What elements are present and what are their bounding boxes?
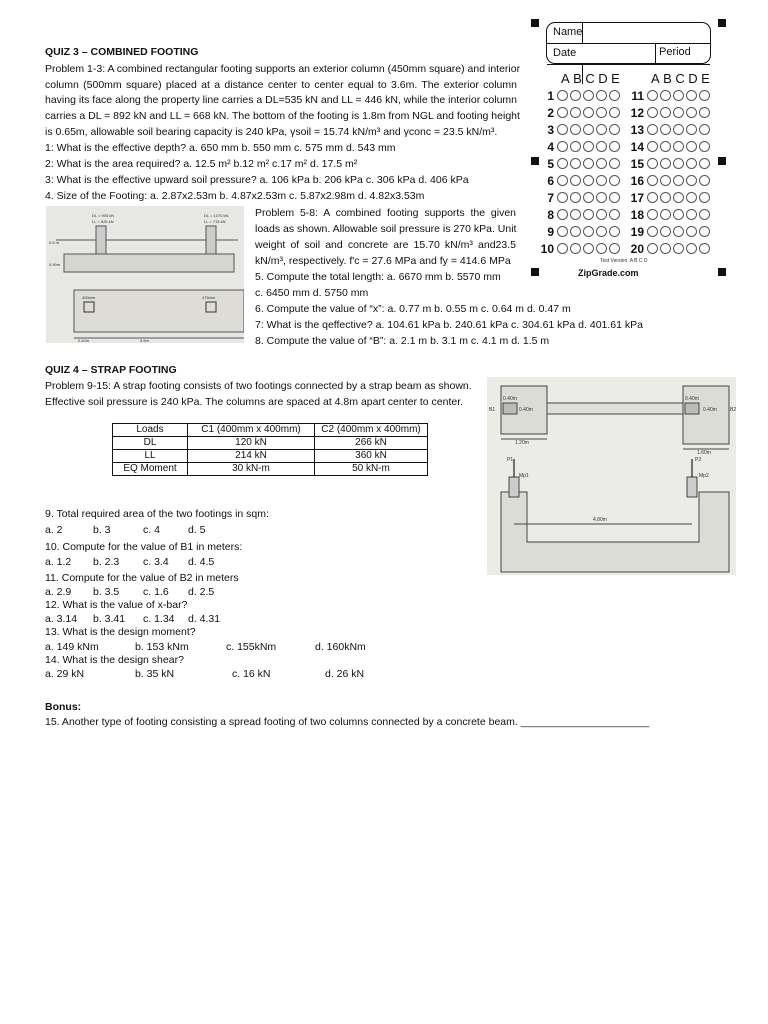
answer-choice: c. 16 kN [232, 668, 271, 680]
answer-bubble[interactable] [570, 141, 581, 152]
sheet-fine-print: Test Version: A B C D [600, 258, 648, 264]
name-date-box [546, 22, 711, 64]
corner-marker [718, 19, 726, 27]
question-4: 4. Size of the Footing: a. 2.87x2.53m b. 4.87x2.53m c. 5.87x2.98m d. 4.82x3.53m [45, 190, 425, 202]
answer-bubble[interactable] [647, 124, 658, 135]
answer-bubble[interactable] [699, 226, 710, 237]
answer-bubble[interactable] [570, 226, 581, 237]
answer-bubble[interactable] [686, 158, 697, 169]
answer-bubble[interactable] [609, 243, 620, 254]
answer-bubble[interactable] [583, 226, 594, 237]
answer-bubble[interactable] [557, 243, 568, 254]
answer-bubble[interactable] [557, 175, 568, 186]
answer-bubble[interactable] [647, 209, 658, 220]
quiz3-problem-line: carries a DL = 892 kN and LL = 668 kN. The bottom of the footing is 1.8m from NGL and footing height [45, 110, 520, 122]
answer-bubble[interactable] [583, 175, 594, 186]
question-3: 3: What is the effective upward soil pressure? a. 106 kPa b. 206 kPa c. 306 kPa d. 406 kPa [45, 174, 469, 186]
answer-row-number: 4 [547, 139, 554, 154]
answer-row-number: 11 [631, 88, 644, 103]
combined-footing-figure [46, 206, 244, 343]
answer-bubble[interactable] [596, 175, 607, 186]
answer-choice: c. 155kNm [226, 641, 277, 653]
question-8: 8. Compute the value of “B”: a. 2.1 m b. 3.1 m c. 4.1 m d. 1.5 m [255, 335, 550, 347]
answer-choice: d. 26 kN [325, 668, 365, 680]
table-header: Loads [113, 424, 188, 437]
answer-bubble[interactable] [570, 192, 581, 203]
answer-bubble[interactable] [609, 141, 620, 152]
answer-row-number: 14 [630, 139, 644, 154]
answer-bubble[interactable] [699, 192, 710, 203]
answer-choice: c. 3.4 [143, 556, 169, 568]
answer-choice: b. 35 kN [135, 668, 175, 680]
answer-bubble[interactable] [596, 90, 607, 101]
bonus-title: Bonus: [45, 701, 82, 713]
table-row [113, 450, 428, 463]
answer-bubble[interactable] [647, 226, 658, 237]
answer-bubble[interactable] [596, 243, 607, 254]
answer-bubble[interactable] [609, 226, 620, 237]
question-9: 9. Total required area of the two footings in sqm: [45, 508, 269, 520]
answer-bubble[interactable] [699, 141, 710, 152]
quiz3-problem-last: is 0.65m, allowable soil bearing capacity is 240 kPa, γsoil = 15.74 kN/m³ and γconc = 23.5 kN/m³. [45, 126, 498, 138]
answer-bubble[interactable] [557, 141, 568, 152]
answer-bubble[interactable] [596, 209, 607, 220]
answer-choice: c. 1.34 [143, 613, 175, 625]
answer-row [626, 104, 712, 121]
table-cell: 360 kN [315, 450, 428, 463]
answer-bubble[interactable] [570, 243, 581, 254]
answer-bubble[interactable] [609, 175, 620, 186]
answer-bubble[interactable] [699, 209, 710, 220]
question-1: 1: What is the effective depth? a. 650 mm b. 550 mm c. 575 mm d. 543 mm [45, 142, 396, 154]
fig2-dim-a: 0.40m [503, 396, 517, 402]
answer-bubble[interactable] [609, 209, 620, 220]
choices-header-left: ABCDE [561, 71, 624, 86]
answer-bubble[interactable] [673, 158, 684, 169]
answer-bubble[interactable] [699, 90, 710, 101]
answer-row-number: 1 [547, 88, 554, 103]
problem5-line: weight of soil and concrete are 15.70 kN/m³ and23.5 [255, 239, 516, 251]
answer-bubble[interactable] [609, 90, 620, 101]
answer-bubble[interactable] [686, 192, 697, 203]
answer-bubble[interactable] [557, 192, 568, 203]
corner-marker [718, 268, 726, 276]
answer-bubble[interactable] [660, 90, 671, 101]
fig2-span-label: 4.80m [593, 517, 607, 523]
answer-bubble[interactable] [699, 124, 710, 135]
fig1-height2-label: 0.90m [49, 262, 61, 267]
answer-bubble[interactable] [596, 124, 607, 135]
answer-row [626, 189, 712, 206]
answer-bubble[interactable] [673, 90, 684, 101]
answer-bubble[interactable] [647, 90, 658, 101]
answer-bubble[interactable] [583, 158, 594, 169]
answer-bubble[interactable] [660, 226, 671, 237]
question-5-cont: c. 6450 mm d. 5750 mm [255, 287, 369, 299]
question-15: 15. Another type of footing consisting a spread footing of two columns connected by a concrete beam. ______________________ [45, 716, 650, 728]
table-cell: 266 kN [315, 437, 428, 450]
answer-row [626, 121, 712, 138]
answer-row-number: 20 [630, 241, 644, 256]
fig1-dl2-label: DL = 1070 kN [204, 213, 229, 218]
answer-bubble[interactable] [699, 175, 710, 186]
answer-bubble[interactable] [686, 107, 697, 118]
question-14: 14. What is the design shear? [45, 654, 184, 666]
answer-choice: d. 160kNm [315, 641, 366, 653]
answer-sheet [528, 14, 728, 284]
answer-bubble[interactable] [686, 141, 697, 152]
answer-row [626, 87, 712, 104]
answer-row-number: 19 [630, 224, 644, 239]
answer-bubble[interactable] [596, 107, 607, 118]
answer-choice: b. 3.5 [93, 586, 120, 598]
answer-bubble[interactable] [609, 124, 620, 135]
answer-bubble[interactable] [583, 141, 594, 152]
answer-bubble[interactable] [583, 209, 594, 220]
answer-bubble[interactable] [673, 124, 684, 135]
answer-row [626, 138, 712, 155]
answer-row-number: 17 [630, 190, 644, 205]
answer-bubble[interactable] [647, 175, 658, 186]
answer-bubble[interactable] [570, 158, 581, 169]
answer-bubble[interactable] [609, 158, 620, 169]
table-cell: LL [113, 450, 188, 463]
answer-bubble[interactable] [660, 107, 671, 118]
fig2-dim-d: 0.40m [703, 407, 717, 413]
answer-bubble[interactable] [583, 90, 594, 101]
strap-footing-drawing [487, 377, 736, 575]
answer-bubble[interactable] [570, 209, 581, 220]
answer-row [536, 189, 622, 206]
answer-row-number: 7 [547, 190, 554, 205]
name-label: Name [553, 26, 583, 38]
answer-bubble[interactable] [699, 158, 710, 169]
quiz3-title: QUIZ 3 – COMBINED FOOTING [45, 46, 199, 58]
zipgrade-brand: ZipGrade.com [578, 268, 639, 278]
table-cell: 214 kN [188, 450, 315, 463]
answer-row [536, 121, 622, 138]
answer-bubble[interactable] [673, 209, 684, 220]
question-12: 12. What is the value of x-bar? [45, 599, 188, 611]
table-cell: EQ Moment [113, 463, 188, 476]
answer-bubble[interactable] [596, 192, 607, 203]
answer-row-number: 3 [547, 122, 554, 137]
answer-row-number: 9 [547, 224, 554, 239]
answer-choice: d. 5 [188, 524, 206, 536]
answer-row-number: 2 [547, 105, 554, 120]
answer-bubble[interactable] [557, 124, 568, 135]
answer-bubble[interactable] [596, 141, 607, 152]
answer-bubble[interactable] [570, 90, 581, 101]
fig2-dim-c: 0.40m [685, 396, 699, 402]
answer-bubble[interactable] [557, 90, 568, 101]
loads-table [112, 423, 428, 476]
answer-bubble[interactable] [557, 226, 568, 237]
answer-bubble[interactable] [673, 107, 684, 118]
answer-bubble[interactable] [583, 243, 594, 254]
problem5-line: Problem 5-8: A combined footing supports the given [255, 207, 516, 219]
answer-choice: a. 2 [45, 524, 63, 536]
fig1-ll1-label: LL = 625 kN [92, 219, 114, 224]
answer-bubble[interactable] [570, 124, 581, 135]
answer-row [626, 240, 712, 257]
answer-bubble[interactable] [557, 107, 568, 118]
answer-bubble[interactable] [570, 175, 581, 186]
table-row [113, 437, 428, 450]
answer-choice: d. 2.5 [188, 586, 215, 598]
fig1-ll2-label: LL = 715 kN [204, 219, 226, 224]
answer-bubble[interactable] [647, 141, 658, 152]
strap-footing-figure [487, 377, 736, 575]
question-7: 7: What is the qeffective? a. 104.61 kPa b. 240.61 kPa c. 304.61 kPa d. 401.61 kPa [255, 319, 643, 331]
answer-bubble[interactable] [699, 107, 710, 118]
answer-bubble[interactable] [660, 124, 671, 135]
combined-footing-drawing [46, 206, 244, 343]
fig2-p1-label: P1 [507, 457, 514, 463]
problem5-line: loads as shown. Allowable soil pressure is 270 kPa. Unit [255, 223, 517, 235]
answer-bubble[interactable] [673, 226, 684, 237]
fig1-col1-label: 400mm [82, 295, 96, 300]
fig2-p2-label: P2 [695, 457, 702, 463]
fig2-w2-label: 1.60m [697, 450, 711, 456]
answer-bubble[interactable] [647, 107, 658, 118]
answer-row-number: 15 [630, 156, 644, 171]
question-2: 2: What is the area required? a. 12.5 m² b.12 m² c.17 m² d. 17.5 m² [45, 158, 358, 170]
table-row [113, 463, 428, 476]
answer-choice: a. 149 kNm [45, 641, 99, 653]
answer-row-number: 13 [630, 122, 644, 137]
answer-bubble[interactable] [673, 243, 684, 254]
fig1-dl1-label: DL = 900 kN [92, 213, 115, 218]
fig1-col2-label: 475mm [202, 295, 216, 300]
fig2-dim-b: 0.40m [519, 407, 533, 413]
answer-bubble[interactable] [583, 192, 594, 203]
quiz4-title: QUIZ 4 – STRAP FOOTING [45, 364, 177, 376]
answer-choice: c. 1.6 [143, 586, 169, 598]
table-header-row [113, 424, 428, 437]
answer-bubble[interactable] [647, 192, 658, 203]
table-cell: 120 kN [188, 437, 315, 450]
answer-choice: d. 4.5 [188, 556, 215, 568]
answer-choice: b. 153 kNm [135, 641, 189, 653]
quiz3-problem-line: having its face along the property line carries a DL=535 kN and LL = 446 kN, while the interior column [45, 94, 517, 106]
fig2-b2-label: B2 [730, 407, 736, 413]
answer-choice: a. 1.2 [45, 556, 72, 568]
table-header: C1 (400mm x 400mm) [188, 424, 315, 437]
answer-bubble[interactable] [673, 141, 684, 152]
corner-marker [718, 157, 726, 165]
question-10: 10. Compute for the value of B1 in meters: [45, 541, 243, 553]
question-5: 5. Compute the total length: a. 6670 mm b. 5570 mm [255, 271, 501, 283]
answer-row-number: 16 [630, 173, 644, 188]
fig1-x2-label: 5.5m [140, 338, 149, 343]
table-header: C2 (400mm x 400mm) [315, 424, 428, 437]
answer-bubble[interactable] [660, 243, 671, 254]
date-label: Date [553, 47, 577, 59]
answer-bubble[interactable] [557, 209, 568, 220]
answer-choice: b. 3.41 [93, 613, 126, 625]
answer-row [536, 172, 622, 189]
question-13: 13. What is the design moment? [45, 626, 196, 638]
answer-bubble[interactable] [660, 175, 671, 186]
quiz4-intro: Problem 9-15: A strap footing consists of two footings connected by a strap beam as shown. [45, 380, 472, 392]
fig2-m2-label: Mp2 [699, 473, 709, 479]
table-cell: 30 kN-m [188, 463, 315, 476]
answer-bubble[interactable] [686, 175, 697, 186]
question-6: 6. Compute the value of “x”: a. 0.77 m b. 0.55 m c. 0.64 m d. 0.47 m [255, 303, 571, 315]
answer-row-number: 6 [547, 173, 554, 188]
answer-row [536, 104, 622, 121]
answer-row-number: 8 [547, 207, 554, 222]
answer-bubble[interactable] [596, 226, 607, 237]
answer-bubble[interactable] [583, 107, 594, 118]
answer-bubble[interactable] [647, 158, 658, 169]
answer-row [626, 172, 712, 189]
answer-row [536, 138, 622, 155]
answer-bubble[interactable] [596, 158, 607, 169]
question-11: 11. Compute for the value of B2 in meters [45, 572, 239, 584]
fig1-x1-label: 0.40m [78, 338, 90, 343]
fig2-m1-label: Mp1 [519, 473, 529, 479]
answer-bubble[interactable] [686, 90, 697, 101]
answer-row-number: 10 [540, 241, 554, 256]
table-cell: DL [113, 437, 188, 450]
answer-bubble[interactable] [686, 226, 697, 237]
fig2-b1-label: B1 [489, 407, 496, 413]
fig2-w1-label: 1.20m [515, 440, 529, 446]
answer-choice: c. 4 [143, 524, 160, 536]
answer-row-number: 12 [630, 105, 644, 120]
corner-marker [531, 268, 539, 276]
answer-row [536, 155, 622, 172]
answer-row [626, 223, 712, 240]
table-cell: 50 kN-m [315, 463, 428, 476]
quiz3-problem-line: Problem 1-3: A combined rectangular footing supports an exterior column (450mm square) and interior [45, 63, 521, 75]
answer-choice: a. 2.9 [45, 586, 72, 598]
answer-row [536, 206, 622, 223]
answer-bubble[interactable] [686, 243, 697, 254]
answer-bubble[interactable] [673, 192, 684, 203]
fig1-height1-label: 0.6 m [49, 240, 60, 245]
corner-marker [531, 19, 539, 27]
period-label: Period [659, 46, 691, 58]
answer-choice: b. 2.3 [93, 556, 120, 568]
answer-bubble[interactable] [647, 243, 658, 254]
answer-bubble[interactable] [660, 158, 671, 169]
answer-row [626, 155, 712, 172]
answer-bubble[interactable] [660, 192, 671, 203]
answer-bubble[interactable] [570, 107, 581, 118]
answer-row [536, 240, 622, 257]
answer-bubble[interactable] [699, 243, 710, 254]
answer-bubble[interactable] [673, 175, 684, 186]
answer-row [626, 206, 712, 223]
answer-bubble[interactable] [557, 158, 568, 169]
answer-bubble[interactable] [609, 107, 620, 118]
answer-row-number: 18 [630, 207, 644, 222]
answer-choice: a. 3.14 [45, 613, 78, 625]
answer-choice: b. 3 [93, 524, 111, 536]
quiz4-intro: Effective soil pressure is 240 kPa. The columns are spaced at 4.8m apart center to center. [45, 396, 464, 408]
problem5-line: kN/m³, respectively. f'c = 27.6 MPa and fy = 414.6 MPa [255, 255, 511, 267]
answer-bubble[interactable] [583, 124, 594, 135]
quiz3-problem-line: column (500mm square) placed at a distance center to center equal to 3.6m. The exterior column [45, 79, 517, 91]
answer-choice: d. 4.31 [188, 613, 221, 625]
answer-row [536, 87, 622, 104]
answer-row [536, 223, 622, 240]
answer-bubble[interactable] [686, 209, 697, 220]
answer-row-number: 5 [547, 156, 554, 171]
answer-bubble[interactable] [660, 209, 671, 220]
choices-header-right: ABCDE [651, 71, 714, 86]
answer-bubble[interactable] [686, 124, 697, 135]
answer-bubble[interactable] [660, 141, 671, 152]
answer-choice: a. 29 kN [45, 668, 85, 680]
answer-bubble[interactable] [609, 192, 620, 203]
